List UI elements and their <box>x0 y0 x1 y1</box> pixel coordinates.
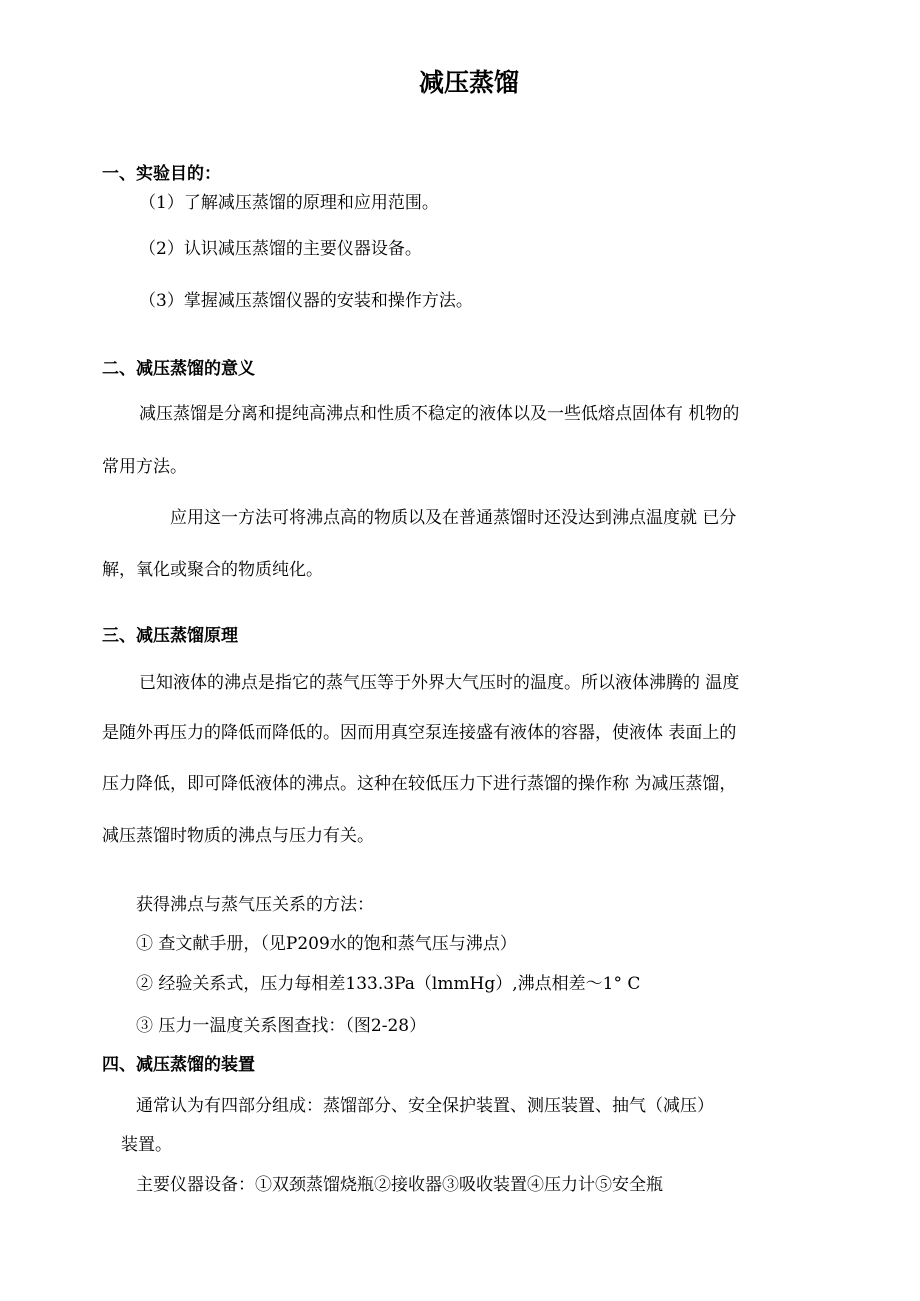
apparatus-line-1: 通常认为有四部分组成：蒸馏部分、安全保护装置、测压装置、抽气（减压） <box>136 1096 714 1116</box>
section-heading-significance: 二、减压蒸馏的意义 <box>102 359 255 379</box>
significance-line-3: 应用这一方法可将沸点高的物质以及在普通蒸馏时还没达到沸点温度就 已分 <box>170 508 737 528</box>
purpose-item-2: （2）认识减压蒸馏的主要仪器设备。 <box>139 239 422 259</box>
significance-line-1: 减压蒸馏是分离和提纯高沸点和性质不稳定的液体以及一些低熔点固体有 机物的 <box>139 404 740 424</box>
section-heading-principle: 三、减压蒸馏原理 <box>102 626 238 646</box>
significance-line-2: 常用方法。 <box>102 457 187 477</box>
principle-line-3: 压力降低，即可降低液体的沸点。这种在较低压力下进行蒸馏的操作称 为减压蒸馏， <box>102 774 737 794</box>
section-heading-apparatus: 四、减压蒸馏的装置 <box>102 1055 255 1075</box>
method-item-3: ③ 压力一温度关系图查找：（图2-28） <box>136 1016 427 1036</box>
principle-line-4: 减压蒸馏时物质的沸点与压力有关。 <box>102 826 374 846</box>
method-item-1: ① 查文献手册，（见P209水的饱和蒸气压与沸点） <box>136 934 517 954</box>
document-title: 减压蒸馏 <box>419 68 520 97</box>
apparatus-line-2: 装置。 <box>121 1135 172 1155</box>
purpose-item-3: （3）掌握减压蒸馏仪器的安装和操作方法。 <box>139 291 473 311</box>
apparatus-line-3: 主要仪器设备：①双颈蒸馏烧瓶②接收器③吸收装置④压力计⑤安全瓶 <box>136 1175 663 1195</box>
section-heading-purpose: 一、实验目的： <box>102 164 221 184</box>
methods-intro: 获得沸点与蒸气压关系的方法： <box>136 895 374 915</box>
significance-line-4: 解，氧化或聚合的物质纯化。 <box>102 560 323 580</box>
principle-line-2: 是随外再压力的降低而降低的。因而用真空泵连接盛有液体的容器，使液体 表面上的 <box>102 723 737 743</box>
purpose-item-1: （1）了解减压蒸馏的原理和应用范围。 <box>139 193 439 213</box>
method-item-2: ② 经验关系式，压力每相差133.3Pa（lmmHg）,沸点相差～1° C <box>136 974 641 994</box>
principle-line-1: 已知液体的沸点是指它的蒸气压等于外界大气压时的温度。所以液体沸腾的 温度 <box>139 673 740 693</box>
